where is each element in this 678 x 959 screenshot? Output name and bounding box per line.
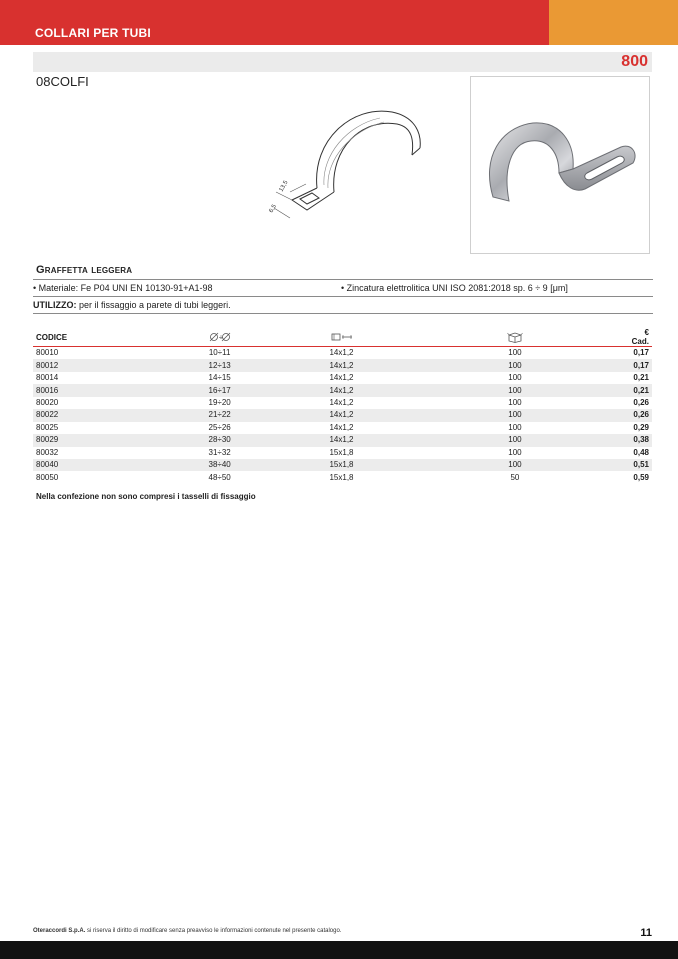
- header-code: CODICE: [33, 328, 157, 347]
- dim-width-label: 13,5: [278, 179, 290, 193]
- table-row: [33, 384, 652, 396]
- cell-size: 14x1,2: [282, 384, 401, 396]
- table-row: [33, 471, 652, 483]
- pipe-diameter-icon: [209, 332, 231, 342]
- cell-code: 80025: [36, 422, 59, 432]
- cell-price: 0,59: [633, 472, 649, 482]
- cell-price: 0,48: [633, 447, 649, 457]
- cell-qty: 100: [508, 397, 522, 407]
- page-number: 11: [640, 927, 652, 939]
- cell-qty: 50: [510, 472, 520, 482]
- cell-diameter: 16÷17: [157, 384, 281, 396]
- table-row: [33, 347, 652, 360]
- cell-qty: 100: [401, 434, 628, 446]
- cell-price: 0,51: [629, 459, 652, 471]
- cell-diameter: 12÷13: [157, 359, 281, 371]
- cell-qty: 100: [401, 359, 628, 371]
- cell-code: 80022: [33, 409, 157, 421]
- header-size: [282, 328, 401, 347]
- cell-qty: 100: [508, 422, 522, 432]
- cell-size: 14x1,2: [329, 397, 354, 407]
- cell-qty: 100: [401, 459, 628, 471]
- cell-size: 15x1,8: [329, 472, 354, 482]
- cell-diameter: 10÷11: [208, 348, 231, 358]
- divider: [33, 279, 653, 280]
- dim-hole-label: 6,5: [268, 203, 278, 214]
- cell-diameter: 28÷30: [157, 434, 281, 446]
- table-row: [33, 459, 652, 471]
- header-price: € Cad.: [629, 328, 652, 347]
- spec-coating: • Zincatura elettrolitica UNI ISO 2081:2018 sp. 6 ÷ 9 [μm]: [341, 283, 568, 293]
- divider: [33, 296, 653, 297]
- cell-code: 80012: [33, 359, 157, 371]
- cell-price: 0,17: [633, 348, 649, 358]
- usage-description: per il fissaggio a parete di tubi leggeri.: [76, 300, 231, 310]
- top-banner: [0, 0, 678, 45]
- cell-diameter: 31÷32: [208, 447, 231, 457]
- bottom-bar: [0, 941, 678, 959]
- cell-diameter: 38÷40: [157, 459, 281, 471]
- cell-code: 80032: [36, 447, 59, 457]
- table-header-row: [33, 328, 652, 347]
- table-row: [33, 397, 652, 409]
- header-diameter: [157, 328, 281, 347]
- cell-size: 15x1,8: [282, 459, 401, 471]
- table-row: [33, 447, 652, 459]
- product-title: Graffetta leggera: [36, 264, 133, 276]
- table-row: [33, 422, 652, 434]
- section-code: 800: [621, 53, 648, 70]
- cell-size: 14x1,2: [282, 359, 401, 371]
- cell-code: 80014: [36, 373, 59, 383]
- product-sku: 08COLFI: [36, 74, 89, 89]
- cell-diameter: 25÷26: [208, 422, 231, 432]
- band-size-icon: [331, 332, 353, 342]
- cell-price: 0,17: [629, 359, 652, 371]
- banner-orange-band: [549, 0, 678, 45]
- box-quantity-icon: [507, 331, 523, 343]
- usage-label: UTILIZZO:: [33, 300, 77, 310]
- cell-price: 0,26: [633, 397, 649, 407]
- header-quantity: [401, 328, 628, 347]
- cell-qty: 100: [401, 409, 628, 421]
- cell-code: 80010: [36, 348, 59, 358]
- cell-price: 0,26: [629, 409, 652, 421]
- cell-code: 80040: [33, 459, 157, 471]
- cell-size: 14x1,2: [282, 409, 401, 421]
- cell-size: 14x1,2: [329, 373, 354, 383]
- cell-qty: 100: [508, 373, 522, 383]
- table-row: [33, 434, 652, 446]
- footer-company: Oteraccordi S.p.A.: [33, 928, 86, 934]
- cell-qty: 100: [508, 447, 522, 457]
- svg-text:÷: ÷: [218, 334, 224, 342]
- cell-price: 0,21: [633, 373, 649, 383]
- cell-size: 14x1,2: [329, 348, 354, 358]
- cell-price: 0,29: [633, 422, 649, 432]
- cell-size: 15x1,8: [329, 447, 354, 457]
- packaging-note: Nella confezione non sono compresi i tasselli di fissaggio: [36, 492, 256, 501]
- cell-code: 80029: [33, 434, 157, 446]
- cell-size: 14x1,2: [329, 422, 354, 432]
- cell-diameter: 19÷20: [208, 397, 231, 407]
- spec-material: • Materiale: Fe P04 UNI EN 10130-91+A1-98: [33, 283, 213, 293]
- price-table: [33, 328, 652, 484]
- table-row: [33, 359, 652, 371]
- cell-diameter: 14÷15: [208, 373, 231, 383]
- cell-size: 14x1,2: [282, 434, 401, 446]
- product-photo: [470, 76, 650, 254]
- cell-price: 0,21: [629, 384, 652, 396]
- footer-disclaimer: [33, 928, 342, 934]
- technical-drawing: [262, 100, 432, 240]
- cell-qty: 100: [508, 348, 522, 358]
- table-body: [33, 347, 652, 484]
- cell-code: 80050: [36, 472, 59, 482]
- clamp-illustration: [471, 77, 649, 253]
- cell-price: 0,38: [629, 434, 652, 446]
- table-row: [33, 372, 652, 384]
- cell-diameter: 21÷22: [157, 409, 281, 421]
- cell-qty: 100: [401, 384, 628, 396]
- table-row: [33, 409, 652, 421]
- divider: [33, 313, 653, 314]
- usage-text: [33, 300, 231, 310]
- cell-code: 80020: [36, 397, 59, 407]
- footer-disclaimer-text: si riserva il diritto di modificare senza preavviso le informazioni contenute nel presente catalogo.: [85, 928, 342, 934]
- code-band: [33, 52, 652, 72]
- cell-code: 80016: [33, 384, 157, 396]
- section-title: COLLARI PER TUBI: [35, 26, 151, 40]
- cell-diameter: 48÷50: [208, 472, 231, 482]
